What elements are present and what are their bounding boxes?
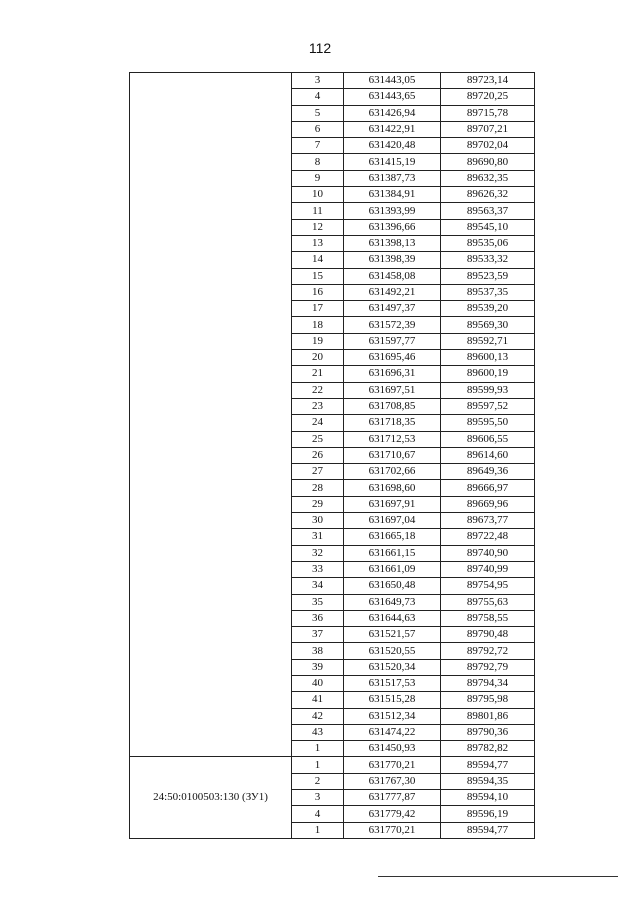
y-coordinate-cell: 89606,55 <box>441 431 535 447</box>
point-number-cell: 2 <box>292 773 344 789</box>
page-number: 112 <box>308 40 332 56</box>
x-coordinate-cell: 631387,73 <box>344 170 441 186</box>
coordinates-table <box>129 72 535 839</box>
x-coordinate-cell: 631443,65 <box>344 89 441 105</box>
y-coordinate-cell: 89754,95 <box>441 578 535 594</box>
x-coordinate-cell: 631426,94 <box>344 105 441 121</box>
x-coordinate-cell: 631644,63 <box>344 610 441 626</box>
table-row <box>130 757 535 773</box>
x-coordinate-cell: 631708,85 <box>344 398 441 414</box>
y-coordinate-cell: 89715,78 <box>441 105 535 121</box>
point-number-cell: 26 <box>292 447 344 463</box>
y-coordinate-cell: 89523,59 <box>441 268 535 284</box>
x-coordinate-cell: 631712,53 <box>344 431 441 447</box>
point-number-cell: 40 <box>292 675 344 691</box>
y-coordinate-cell: 89594,77 <box>441 757 535 773</box>
y-coordinate-cell: 89614,60 <box>441 447 535 463</box>
x-coordinate-cell: 631443,05 <box>344 73 441 89</box>
point-number-cell: 25 <box>292 431 344 447</box>
point-number-cell: 18 <box>292 317 344 333</box>
point-number-cell: 31 <box>292 529 344 545</box>
point-number-cell: 29 <box>292 496 344 512</box>
y-coordinate-cell: 89563,37 <box>441 203 535 219</box>
point-number-cell: 19 <box>292 333 344 349</box>
x-coordinate-cell: 631698,60 <box>344 480 441 496</box>
point-number-cell: 35 <box>292 594 344 610</box>
x-coordinate-cell: 631520,34 <box>344 659 441 675</box>
y-coordinate-cell: 89755,63 <box>441 594 535 610</box>
x-coordinate-cell: 631422,91 <box>344 121 441 137</box>
y-coordinate-cell: 89594,10 <box>441 790 535 806</box>
point-number-cell: 13 <box>292 235 344 251</box>
x-coordinate-cell: 631718,35 <box>344 415 441 431</box>
x-coordinate-cell: 631710,67 <box>344 447 441 463</box>
x-coordinate-cell: 631458,08 <box>344 268 441 284</box>
x-coordinate-cell: 631597,77 <box>344 333 441 349</box>
point-number-cell: 14 <box>292 252 344 268</box>
footer-rule <box>378 876 618 877</box>
x-coordinate-cell: 631777,87 <box>344 790 441 806</box>
y-coordinate-cell: 89782,82 <box>441 741 535 757</box>
point-number-cell: 10 <box>292 187 344 203</box>
y-coordinate-cell: 89707,21 <box>441 121 535 137</box>
x-coordinate-cell: 631415,19 <box>344 154 441 170</box>
point-number-cell: 42 <box>292 708 344 724</box>
y-coordinate-cell: 89594,77 <box>441 822 535 838</box>
x-coordinate-cell: 631661,09 <box>344 561 441 577</box>
point-number-cell: 34 <box>292 578 344 594</box>
y-coordinate-cell: 89569,30 <box>441 317 535 333</box>
land-plot-cell: 24:50:0100503:130 (ЗУ1) <box>130 757 292 838</box>
y-coordinate-cell: 89595,50 <box>441 415 535 431</box>
y-coordinate-cell: 89702,04 <box>441 138 535 154</box>
y-coordinate-cell: 89673,77 <box>441 513 535 529</box>
x-coordinate-cell: 631702,66 <box>344 464 441 480</box>
x-coordinate-cell: 631770,21 <box>344 757 441 773</box>
point-number-cell: 11 <box>292 203 344 219</box>
point-number-cell: 9 <box>292 170 344 186</box>
land-plot-cell <box>130 73 292 757</box>
x-coordinate-cell: 631697,51 <box>344 382 441 398</box>
point-number-cell: 22 <box>292 382 344 398</box>
y-coordinate-cell: 89666,97 <box>441 480 535 496</box>
y-coordinate-cell: 89801,86 <box>441 708 535 724</box>
x-coordinate-cell: 631450,93 <box>344 741 441 757</box>
y-coordinate-cell: 89599,93 <box>441 382 535 398</box>
point-number-cell: 32 <box>292 545 344 561</box>
y-coordinate-cell: 89594,35 <box>441 773 535 789</box>
x-coordinate-cell: 631770,21 <box>344 822 441 838</box>
x-coordinate-cell: 631420,48 <box>344 138 441 154</box>
point-number-cell: 3 <box>292 790 344 806</box>
x-coordinate-cell: 631521,57 <box>344 627 441 643</box>
y-coordinate-cell: 89722,48 <box>441 529 535 545</box>
point-number-cell: 17 <box>292 301 344 317</box>
point-number-cell: 4 <box>292 806 344 822</box>
y-coordinate-cell: 89790,48 <box>441 627 535 643</box>
y-coordinate-cell: 89592,71 <box>441 333 535 349</box>
y-coordinate-cell: 89626,32 <box>441 187 535 203</box>
x-coordinate-cell: 631396,66 <box>344 219 441 235</box>
point-number-cell: 3 <box>292 73 344 89</box>
y-coordinate-cell: 89740,90 <box>441 545 535 561</box>
point-number-cell: 28 <box>292 480 344 496</box>
table-row <box>130 73 535 89</box>
x-coordinate-cell: 631697,91 <box>344 496 441 512</box>
y-coordinate-cell: 89632,35 <box>441 170 535 186</box>
y-coordinate-cell: 89596,19 <box>441 806 535 822</box>
point-number-cell: 15 <box>292 268 344 284</box>
point-number-cell: 8 <box>292 154 344 170</box>
coordinates-table-body <box>130 73 535 839</box>
x-coordinate-cell: 631492,21 <box>344 284 441 300</box>
x-coordinate-cell: 631661,15 <box>344 545 441 561</box>
x-coordinate-cell: 631695,46 <box>344 350 441 366</box>
y-coordinate-cell: 89792,79 <box>441 659 535 675</box>
point-number-cell: 37 <box>292 627 344 643</box>
point-number-cell: 36 <box>292 610 344 626</box>
point-number-cell: 39 <box>292 659 344 675</box>
point-number-cell: 27 <box>292 464 344 480</box>
point-number-cell: 7 <box>292 138 344 154</box>
point-number-cell: 33 <box>292 561 344 577</box>
point-number-cell: 1 <box>292 741 344 757</box>
point-number-cell: 4 <box>292 89 344 105</box>
point-number-cell: 16 <box>292 284 344 300</box>
point-number-cell: 20 <box>292 350 344 366</box>
point-number-cell: 21 <box>292 366 344 382</box>
x-coordinate-cell: 631474,22 <box>344 724 441 740</box>
point-number-cell: 41 <box>292 692 344 708</box>
point-number-cell: 30 <box>292 513 344 529</box>
x-coordinate-cell: 631697,04 <box>344 513 441 529</box>
y-coordinate-cell: 89597,52 <box>441 398 535 414</box>
y-coordinate-cell: 89794,34 <box>441 675 535 691</box>
x-coordinate-cell: 631696,31 <box>344 366 441 382</box>
x-coordinate-cell: 631520,55 <box>344 643 441 659</box>
y-coordinate-cell: 89790,36 <box>441 724 535 740</box>
x-coordinate-cell: 631398,13 <box>344 235 441 251</box>
y-coordinate-cell: 89649,36 <box>441 464 535 480</box>
x-coordinate-cell: 631393,99 <box>344 203 441 219</box>
x-coordinate-cell: 631649,73 <box>344 594 441 610</box>
x-coordinate-cell: 631665,18 <box>344 529 441 545</box>
x-coordinate-cell: 631515,28 <box>344 692 441 708</box>
y-coordinate-cell: 89600,19 <box>441 366 535 382</box>
x-coordinate-cell: 631779,42 <box>344 806 441 822</box>
y-coordinate-cell: 89740,99 <box>441 561 535 577</box>
y-coordinate-cell: 89720,25 <box>441 89 535 105</box>
point-number-cell: 1 <box>292 757 344 773</box>
y-coordinate-cell: 89533,32 <box>441 252 535 268</box>
point-number-cell: 1 <box>292 822 344 838</box>
point-number-cell: 23 <box>292 398 344 414</box>
x-coordinate-cell: 631517,53 <box>344 675 441 691</box>
point-number-cell: 6 <box>292 121 344 137</box>
point-number-cell: 38 <box>292 643 344 659</box>
point-number-cell: 43 <box>292 724 344 740</box>
y-coordinate-cell: 89723,14 <box>441 73 535 89</box>
x-coordinate-cell: 631512,34 <box>344 708 441 724</box>
x-coordinate-cell: 631572,39 <box>344 317 441 333</box>
y-coordinate-cell: 89669,96 <box>441 496 535 512</box>
x-coordinate-cell: 631767,30 <box>344 773 441 789</box>
y-coordinate-cell: 89600,13 <box>441 350 535 366</box>
y-coordinate-cell: 89537,35 <box>441 284 535 300</box>
y-coordinate-cell: 89545,10 <box>441 219 535 235</box>
y-coordinate-cell: 89792,72 <box>441 643 535 659</box>
point-number-cell: 24 <box>292 415 344 431</box>
point-number-cell: 12 <box>292 219 344 235</box>
x-coordinate-cell: 631384,91 <box>344 187 441 203</box>
x-coordinate-cell: 631650,48 <box>344 578 441 594</box>
x-coordinate-cell: 631497,37 <box>344 301 441 317</box>
y-coordinate-cell: 89795,98 <box>441 692 535 708</box>
x-coordinate-cell: 631398,39 <box>344 252 441 268</box>
y-coordinate-cell: 89758,55 <box>441 610 535 626</box>
y-coordinate-cell: 89535,06 <box>441 235 535 251</box>
y-coordinate-cell: 89539,20 <box>441 301 535 317</box>
y-coordinate-cell: 89690,80 <box>441 154 535 170</box>
point-number-cell: 5 <box>292 105 344 121</box>
